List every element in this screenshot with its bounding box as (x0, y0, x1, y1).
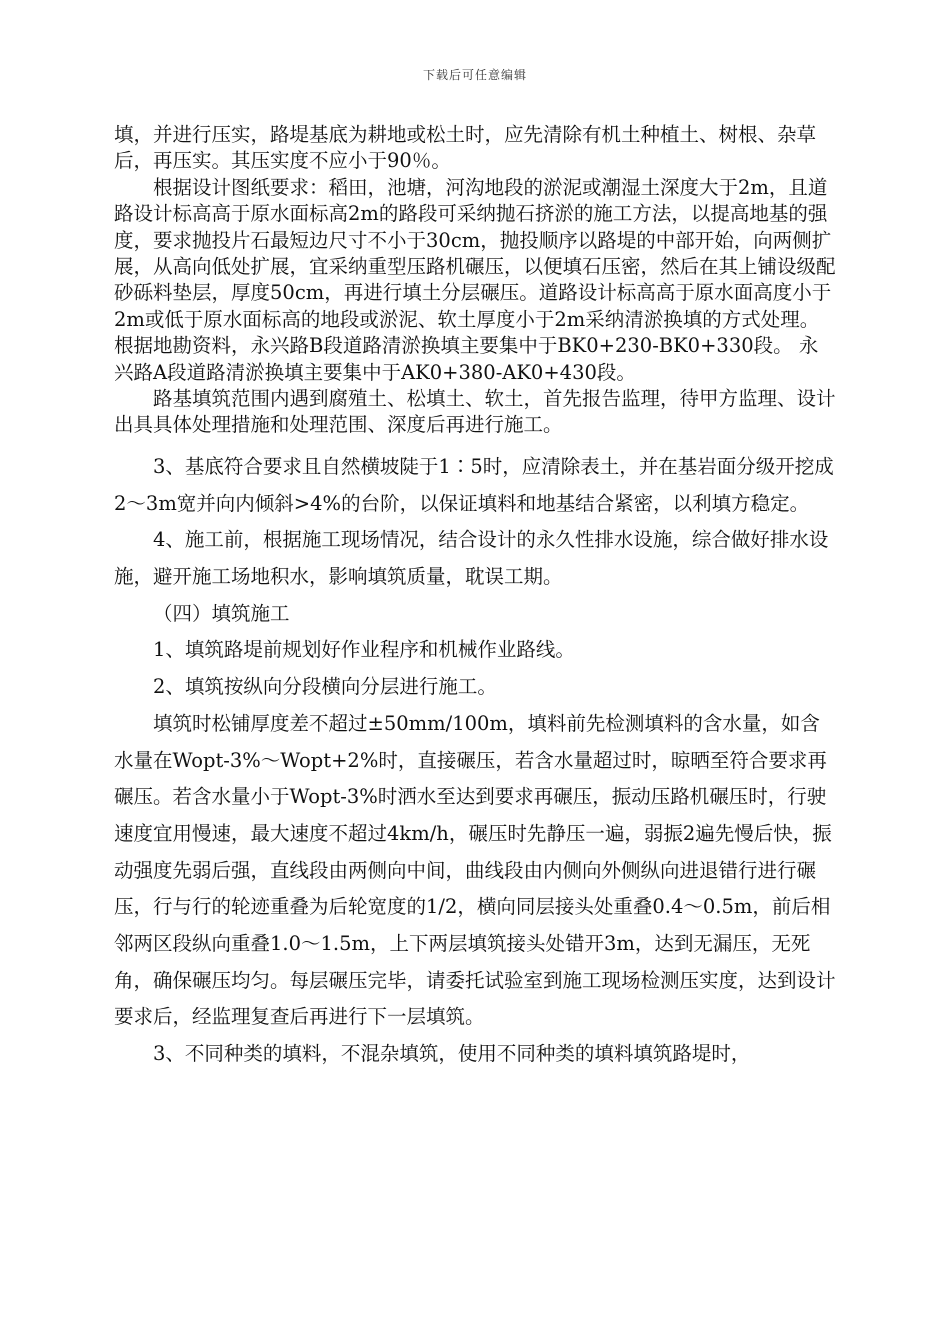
paragraph-item-3-base: 3、基底符合要求且自然横坡陡于1∶5时，应清除表土，并在基岩面分级开挖成2～3m宽并向内倾斜>4%的台阶，以保证填料和地基结合紧密，以利填方稳定。 (114, 454, 834, 515)
spacer (114, 439, 836, 449)
paragraph-continuation: 填，并进行压实，路堤基底为耕地或松土时，应先清除有机土种植土、树根、杂草后，再压实。其压实度不应小于90％。 (114, 123, 817, 173)
page-header: 下载后可任意编辑 (422, 68, 527, 82)
paragraph-design-requirements: 根据设计图纸要求：稻田，池塘，河沟地段的淤泥或潮湿土深度大于2m，且道路设计标高高于原水面标高2m的路段可采纳抛石挤淤的施工方法，以提高地基的强度，要求抛投片石最短边尺寸不小于30cm，抛投顺序以路堤的中部开始，向两侧扩展，从高向低处扩展，宜采纳重型压路机碾压，以便填石压密，然后在其上铺设级配砂砾料垫层，厚度50cm，再进行填土分层碾压。道路设计标高高于原水面高度小于2m或低于原水面标高的地段或淤泥、软土厚度小于2m采纳清淤换填的方式处理。根据地勘资料，永兴路B段道路清淤换填主要集中于BK0+230-BK0+330段。 永兴路A段道路清淤换填主要集中于AK0+380-AK0+430段。 (114, 175, 836, 384)
paragraph-fill-item-3: 3、不同种类的填料，不混杂填筑，使用不同种类的填料填筑路堤时， (153, 1042, 751, 1066)
paragraph-fill-item-1: 1、填筑路堤前规划好作业程序和机械作业路线。 (153, 638, 575, 662)
paragraph-fill-item-2: 2、填筑按纵向分段横向分层进行施工。 (153, 675, 497, 699)
paragraph-compaction-details: 填筑时松铺厚度差不超过±50mm/100m，填料前先检测填料的含水量，如含水量在Wopt-3%～Wopt+2%时，直接碾压，若含水量超过时，晾晒至符合要求再碾压。若含水量小于Wopt-3%时洒水至达到要求再碾压，振动压路机碾压时，行驶速度宜用慢速，最大速度不超过4km/h，碾压时先静压一遍，弱振2遍先慢后快，振动强度先弱后强，直线段由两侧向中间，曲线段由内侧向外侧纵向进退错行进行碾压，行与行的轮迹重叠为后轮宽度的1/2，横向同层接头处重叠0.4～0.5m，前后相邻两区段纵向重叠1.0～1.5m，上下两层填筑接头处错开3m，达到无漏压，无死角，确保碾压均匀。每层碾压完毕，请委托试验室到施工现场检测压实度，达到设计要求后，经监理复查后再进行下一层填筑。 (114, 711, 836, 1029)
document-body (114, 122, 836, 1073)
section-loose (114, 449, 836, 1073)
paragraph-item-4-drainage: 4、施工前，根据施工现场情况，结合设计的永久性排水设施，综合做好排水设施，避开施工场地积水，影响填筑质量，耽误工期。 (114, 528, 829, 588)
section-heading-fill-construction: （四）填筑施工 (153, 601, 290, 625)
paragraph-soft-soil: 路基填筑范围内遇到腐殖土、松填土、软土，首先报告监理，待甲方监理、设计出具具体处理措施和处理范围、深度后再进行施工。 (114, 387, 836, 437)
section-tight (114, 122, 836, 439)
